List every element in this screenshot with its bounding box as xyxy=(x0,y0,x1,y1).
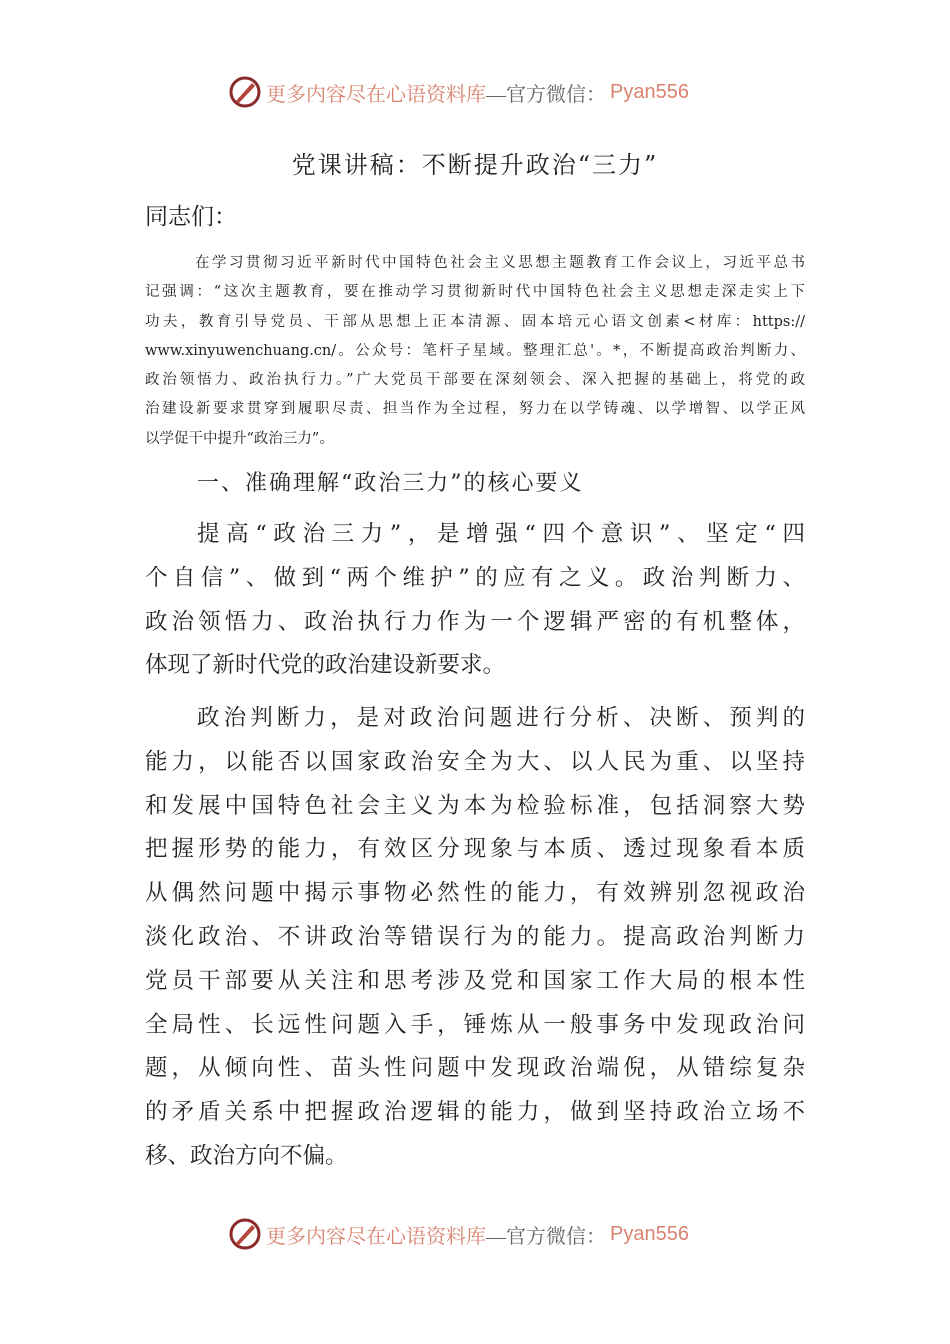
text-line: 治建设新要求贯穿到履职尽责、担当作为全过程，努力在以学铸魂、以学增智、以学正风 xyxy=(145,401,805,418)
banner-wechat-id: Pyan556 xyxy=(610,80,689,103)
text-line: 的矛盾关系中把握政治逻辑的能力，做到坚持政治立场不 xyxy=(145,1099,805,1126)
section-heading: 一、准确理解“政治三力”的核心要义 xyxy=(197,471,584,496)
text-line: 体现了新时代党的政治建设新要求。 xyxy=(145,652,506,679)
text-line: 移、政治方向不偏。 xyxy=(145,1142,348,1169)
banner-wechat-label: —官方微信： xyxy=(486,1225,606,1248)
text-line: 以学促干中提升“政治三力”。 xyxy=(145,430,334,447)
banner-text: 更多内容尽在心语资料库 xyxy=(266,1225,486,1248)
text-line: 和发展中国特色社会主义为本为检验标准，包括洞察大势 xyxy=(145,792,805,819)
text-line: 把握形势的能力，有效区分现象与本质、透过现象看本质 xyxy=(145,836,805,863)
page-title: 党课讲稿：不断提升政治“三力” xyxy=(291,151,659,179)
text-line: 淡化政治、不讲政治等错误行为的能力。提高政治判断力 xyxy=(145,923,805,950)
text-line: 提高“政治三力”，是增强“四个意识”、坚定“四 xyxy=(197,521,805,547)
text-line: 题，从倾向性、苗头性问题中发现政治端倪，从错综复杂 xyxy=(145,1055,805,1082)
banner-text: 更多内容尽在心语资料库 xyxy=(266,83,486,106)
header-banner xyxy=(228,72,728,112)
banner-wechat-label: —官方微信： xyxy=(486,83,606,106)
pen-logo-icon xyxy=(228,75,262,109)
greeting: 同志们： xyxy=(145,204,237,230)
text-line: 政治领悟力、政治执行力。”广大党员干部要在深刻领会、深入把握的基础上，将党的政 xyxy=(145,372,805,389)
text-line: 记强调：“这次主题教育，要在推动学习贯彻新时代中国特色社会主义思想走深走实上下 xyxy=(145,284,805,301)
text-line: www.xinyuwenchuang.cn/。公众号：笔杆子星域。整理汇总'。*，不断提高政治判断力、 xyxy=(145,342,805,359)
text-line: 能力，以能否以国家政治安全为大、以人民为重、以坚持 xyxy=(145,748,805,775)
text-line: 在学习贯彻习近平新时代中国特色社会主义思想主题教育工作会议上，习近平总书 xyxy=(195,255,805,271)
text-line: 全局性、长远性问题入手，锤炼从一般事务中发现政治问 xyxy=(145,1011,805,1038)
pen-logo-icon xyxy=(228,1217,262,1251)
text-line: 政治判断力，是对政治问题进行分析、决断、预判的 xyxy=(197,705,805,731)
intro-paragraph xyxy=(145,249,805,454)
banner-wechat-id: Pyan556 xyxy=(610,1222,689,1245)
text-line: 个自信”、做到“两个维护”的应有之义。政治判断力、 xyxy=(145,564,805,591)
text-line: 从偶然问题中揭示事物必然性的能力，有效辨别忽视政治 xyxy=(145,880,805,907)
paragraph-2 xyxy=(145,697,805,1179)
text-line: 政治领悟力、政治执行力作为一个逻辑严密的有机整体， xyxy=(145,608,805,635)
footer-banner xyxy=(228,1214,728,1254)
text-line: 功夫，教育引导党员、干部从思想上正本清源、固本培元心语文创素<材库：https:// xyxy=(145,313,805,330)
paragraph-1 xyxy=(145,513,805,688)
text-line: 党员干部要从关注和思考涉及党和国家工作大局的根本性 xyxy=(145,967,805,994)
